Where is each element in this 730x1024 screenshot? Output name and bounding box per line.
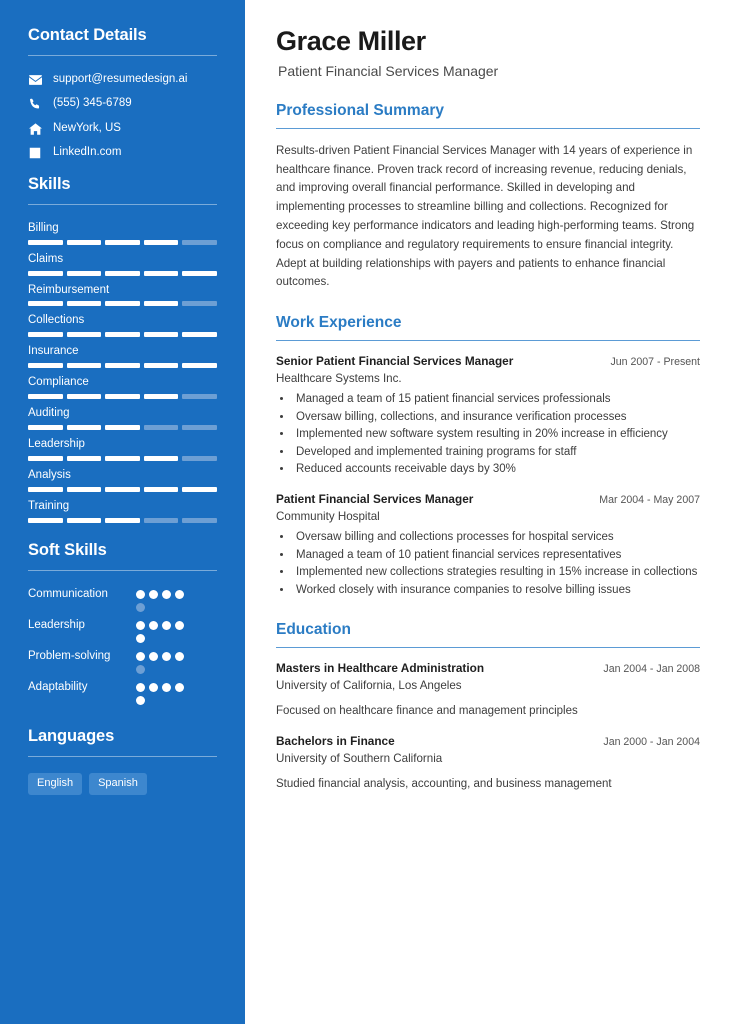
- soft-skill-name: Leadership: [28, 618, 85, 631]
- skill-level-segment: [144, 518, 179, 523]
- soft-skill-level-dots: [136, 649, 194, 674]
- skill-level-segment: [105, 271, 140, 276]
- contact-item-value: support@resumedesign.ai: [53, 72, 188, 85]
- skill-level-segment: [67, 487, 102, 492]
- skill-level-segment: [144, 240, 179, 245]
- skill-level-segment: [182, 271, 217, 276]
- skill-item: [28, 375, 217, 399]
- professional-summary-section: [276, 102, 700, 292]
- contact-item-value: LinkedIn.com: [53, 146, 122, 159]
- skills-heading: Skills: [28, 174, 71, 193]
- skills-section: [28, 175, 217, 523]
- skill-level-segment: [28, 487, 63, 492]
- contact-item[interactable]: [28, 72, 217, 88]
- skill-level-segment: [105, 487, 140, 492]
- skill-level-bar: [28, 394, 217, 399]
- work-experience-list: [276, 354, 700, 600]
- education-description: Focused on healthcare finance and management principles: [276, 704, 578, 717]
- soft-skill-item: [28, 587, 217, 612]
- skill-level-bar: [28, 425, 217, 430]
- skill-item: [28, 344, 217, 368]
- soft-skill-level-dot: [136, 590, 145, 599]
- languages-list: [28, 773, 217, 795]
- work-experience-heading: Work Experience: [276, 314, 402, 332]
- skill-level-segment: [67, 271, 102, 276]
- skill-level-segment: [28, 394, 63, 399]
- soft-skills-heading: Soft Skills: [28, 541, 107, 560]
- soft-skill-name: Adaptability: [28, 680, 88, 693]
- soft-skills-list: [28, 587, 217, 705]
- skill-item: [28, 252, 217, 276]
- work-experience-company: Community Hospital: [276, 509, 380, 523]
- soft-skill-level-dot: [162, 683, 171, 692]
- skill-name: Training: [28, 500, 70, 513]
- soft-skills-section: [28, 541, 217, 705]
- work-experience-bullet-list: [293, 529, 700, 599]
- skill-level-segment: [144, 363, 179, 368]
- contact-list: [28, 72, 217, 161]
- soft-skills-divider: [28, 570, 217, 571]
- skills-divider: [28, 204, 217, 205]
- skill-level-segment: [144, 394, 179, 399]
- sidebar: [0, 0, 245, 1024]
- skill-level-segment: [105, 394, 140, 399]
- skill-level-segment: [67, 363, 102, 368]
- skill-level-segment: [144, 301, 179, 306]
- education-entry: [276, 661, 700, 720]
- skills-list: [28, 221, 217, 523]
- work-experience-company: Healthcare Systems Inc.: [276, 371, 402, 385]
- soft-skill-level-dot: [162, 652, 171, 661]
- skill-level-segment: [28, 518, 63, 523]
- linkedin-icon: [28, 147, 42, 159]
- work-experience-bullet: • Managed a team of 10 patient financial services representatives: [293, 547, 700, 564]
- soft-skill-level-dot: [136, 683, 145, 692]
- main-content: [245, 0, 730, 1024]
- soft-skill-level-dot: [149, 590, 158, 599]
- contact-item[interactable]: [28, 121, 217, 137]
- education-degree: Bachelors in Finance: [276, 733, 395, 748]
- skill-level-segment: [28, 240, 63, 245]
- skill-level-segment: [28, 456, 63, 461]
- soft-skill-level-dot: [136, 696, 145, 705]
- education-date-range: Jan 2004 - Jan 2008: [603, 662, 700, 675]
- skill-level-segment: [182, 425, 217, 430]
- soft-skill-item: [28, 618, 217, 643]
- skill-level-segment: [105, 518, 140, 523]
- language-tag[interactable]: Spanish: [89, 773, 147, 795]
- skill-name: Leadership: [28, 438, 85, 451]
- skill-name: Compliance: [28, 376, 89, 389]
- skill-item: [28, 283, 217, 307]
- work-experience-bullet: • Implemented new collections strategies resulting in 15% increase in collections: [293, 564, 700, 581]
- soft-skill-level-dot: [149, 621, 158, 630]
- soft-skill-level-dot: [136, 621, 145, 630]
- skill-level-bar: [28, 240, 217, 245]
- skill-name: Insurance: [28, 345, 79, 358]
- work-experience-bullet: • Reduced accounts receivable days by 30%: [293, 461, 700, 478]
- soft-skill-level-dot: [162, 590, 171, 599]
- education-entry-header: [276, 734, 700, 750]
- skill-level-segment: [144, 271, 179, 276]
- skill-level-segment: [67, 518, 102, 523]
- education-entry: [276, 734, 700, 793]
- work-experience-bullet: • Oversaw billing and collections processes for hospital services: [293, 529, 700, 546]
- contact-details-heading: Contact Details: [28, 26, 147, 44]
- skill-level-segment: [67, 425, 102, 430]
- skill-item: [28, 437, 217, 461]
- phone-icon: [28, 98, 42, 110]
- skill-level-segment: [182, 394, 217, 399]
- skill-level-segment: [144, 456, 179, 461]
- contact-item[interactable]: [28, 145, 217, 161]
- skill-level-segment: [67, 301, 102, 306]
- skill-level-segment: [28, 363, 63, 368]
- skill-level-bar: [28, 363, 217, 368]
- skill-level-bar: [28, 332, 217, 337]
- languages-section: [28, 727, 217, 795]
- home-icon: [28, 123, 42, 135]
- candidate-name: Grace Miller: [276, 26, 426, 56]
- soft-skill-level-dot: [175, 590, 184, 599]
- skill-level-segment: [67, 394, 102, 399]
- soft-skill-level-dots: [136, 618, 194, 643]
- work-experience-job-title: Senior Patient Financial Services Manager: [276, 353, 514, 368]
- contact-item-value: NewYork, US: [53, 121, 121, 134]
- contact-details-divider: [28, 55, 217, 56]
- professional-summary-heading: Professional Summary: [276, 102, 444, 120]
- skill-level-bar: [28, 301, 217, 306]
- skill-level-segment: [67, 332, 102, 337]
- languages-heading: Languages: [28, 726, 115, 745]
- education-date-range: Jan 2000 - Jan 2004: [603, 735, 700, 748]
- skill-level-segment: [105, 332, 140, 337]
- soft-skill-level-dot: [149, 683, 158, 692]
- envelope-icon: [28, 75, 42, 85]
- contact-item[interactable]: [28, 96, 217, 112]
- professional-summary-divider: [276, 128, 700, 129]
- skill-level-segment: [144, 332, 179, 337]
- education-list: [276, 661, 700, 793]
- soft-skill-level-dots: [136, 680, 194, 705]
- skill-name: Auditing: [28, 407, 70, 420]
- skill-level-segment: [182, 363, 217, 368]
- skill-level-segment: [182, 332, 217, 337]
- work-experience-bullet: • Worked closely with insurance companies to resolve billing issues: [293, 582, 700, 599]
- language-tag[interactable]: English: [28, 773, 82, 795]
- soft-skill-level-dot: [162, 621, 171, 630]
- education-heading: Education: [276, 621, 351, 639]
- candidate-header: [276, 26, 700, 80]
- work-experience-job-title: Patient Financial Services Manager: [276, 491, 474, 506]
- skill-level-segment: [105, 240, 140, 245]
- skill-name: Collections: [28, 314, 85, 327]
- education-institution: University of Southern California: [276, 751, 443, 765]
- work-experience-bullet: • Implemented new software system resulting in 20% increase in efficiency: [293, 426, 700, 443]
- skill-item: [28, 499, 217, 523]
- skill-level-segment: [105, 425, 140, 430]
- skill-item: [28, 468, 217, 492]
- work-experience-bullet: • Developed and implemented training programs for staff: [293, 444, 700, 461]
- skill-item: [28, 221, 217, 245]
- skill-level-bar: [28, 271, 217, 276]
- work-experience-entry-header: [276, 492, 700, 508]
- soft-skill-level-dot: [136, 665, 145, 674]
- skill-item: [28, 406, 217, 430]
- soft-skill-item: [28, 649, 217, 674]
- skill-level-segment: [182, 301, 217, 306]
- education-section: [276, 621, 700, 793]
- soft-skill-level-dot: [149, 652, 158, 661]
- soft-skill-name: Problem-solving: [28, 649, 111, 662]
- skill-level-bar: [28, 518, 217, 523]
- soft-skill-name: Communication: [28, 587, 108, 600]
- work-experience-entry-header: [276, 354, 700, 370]
- work-experience-date-range: Mar 2004 - May 2007: [599, 493, 700, 506]
- work-experience-divider: [276, 340, 700, 341]
- soft-skill-level-dot: [175, 683, 184, 692]
- education-divider: [276, 647, 700, 648]
- languages-divider: [28, 756, 217, 757]
- work-experience-bullet-list: [293, 391, 700, 478]
- work-experience-bullet: • Managed a team of 15 patient financial services professionals: [293, 391, 700, 408]
- skill-level-bar: [28, 456, 217, 461]
- soft-skill-level-dot: [136, 652, 145, 661]
- candidate-job-title: Patient Financial Services Manager: [278, 63, 499, 80]
- education-institution: University of California, Los Angeles: [276, 678, 462, 692]
- education-degree: Masters in Healthcare Administration: [276, 660, 485, 675]
- skill-level-segment: [144, 487, 179, 492]
- skill-name: Billing: [28, 221, 59, 234]
- skill-level-segment: [28, 332, 63, 337]
- soft-skill-item: [28, 680, 217, 705]
- professional-summary-text: Results-driven Patient Financial Services Manager with 14 years of experience in healthcare finance. Proven track record of increasing revenue, reducing denials, and improving overall financial performance. Skilled in developing and implementing processes to streamline billing and collections. Recognized for exceeding key performance indicators and leading high-performing teams. Strong focus on compliance and regulatory requirements to ensure financial integrity. Adept at building relationships with payers and patients to enhance financial outcomes.: [276, 143, 695, 289]
- skill-level-segment: [105, 301, 140, 306]
- soft-skill-level-dots: [136, 587, 194, 612]
- skill-level-segment: [182, 518, 217, 523]
- work-experience-bullet: • Oversaw billing, collections, and insurance verification processes: [293, 409, 700, 426]
- skill-level-segment: [182, 456, 217, 461]
- skill-name: Analysis: [28, 469, 71, 482]
- skill-level-segment: [67, 456, 102, 461]
- work-experience-date-range: Jun 2007 - Present: [610, 355, 700, 368]
- work-experience-entry: [276, 492, 700, 600]
- soft-skill-level-dot: [136, 603, 145, 612]
- skill-level-segment: [182, 240, 217, 245]
- skill-level-segment: [105, 363, 140, 368]
- skill-level-segment: [28, 271, 63, 276]
- skill-item: [28, 313, 217, 337]
- skill-level-segment: [182, 487, 217, 492]
- skill-level-segment: [105, 456, 140, 461]
- skill-level-segment: [28, 425, 63, 430]
- education-description: Studied financial analysis, accounting, and business management: [276, 777, 612, 790]
- work-experience-entry: [276, 354, 700, 479]
- contact-item-value: (555) 345-6789: [53, 97, 132, 110]
- soft-skill-level-dot: [136, 634, 145, 643]
- contact-details-section: [28, 26, 217, 161]
- skill-level-segment: [28, 301, 63, 306]
- skill-name: Reimbursement: [28, 283, 110, 296]
- skill-name: Claims: [28, 252, 64, 265]
- soft-skill-level-dot: [175, 652, 184, 661]
- skill-level-segment: [144, 425, 179, 430]
- education-entry-header: [276, 661, 700, 677]
- skill-level-bar: [28, 487, 217, 492]
- work-experience-section: [276, 314, 700, 599]
- skill-level-segment: [67, 240, 102, 245]
- soft-skill-level-dot: [175, 621, 184, 630]
